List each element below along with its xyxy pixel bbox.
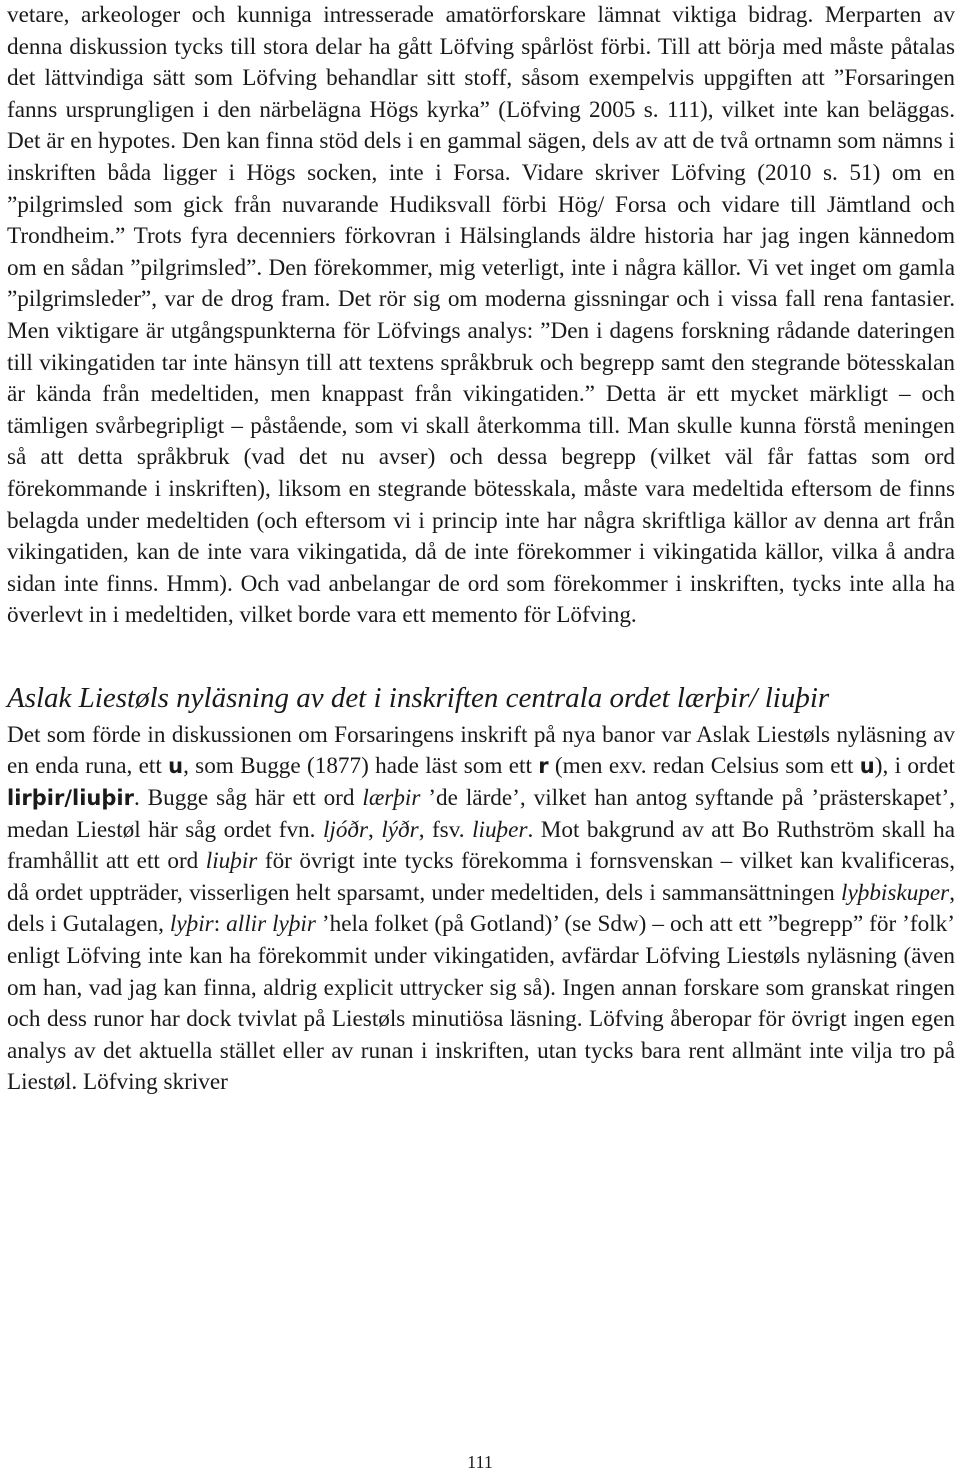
rune-transliteration: u	[168, 754, 184, 779]
italic-word: lýðr	[381, 816, 419, 843]
text-run: ’de lärde’, vilket han antog syftande på ’prästerskapet’, medan Liestøl här såg ordet fvn.	[7, 785, 955, 843]
rune-transliteration: lirþir/liuþir	[7, 786, 134, 811]
section-heading: Aslak Liestøls nyläsning av det i inskriften centrala ordet lærþir/ liuþir	[7, 681, 830, 714]
italic-word: allir lyþir	[226, 911, 316, 938]
text-run: , dels i Gutalagen,	[7, 879, 955, 938]
text-run: . Bugge såg här ett ord	[133, 785, 363, 812]
paragraph-2	[7, 720, 955, 1099]
rune-transliteration: r	[538, 754, 549, 779]
italic-word: lyþbiskuper	[841, 879, 950, 906]
text-run: . Mot bakgrund av att Bo Ruthström skall ha framhållit att ett ord	[7, 816, 956, 875]
paragraph-1: vetare, arkeologer och kunniga intresserade amatörforskare lämnat viktiga bidrag. Merparten av denna diskussion tycks till stora delar ha gått Löfving spårlöst förbi. Till att börja med måste påtalas det lättvindiga sätt som Löfving behandlar sitt stoff, såsom exempelvis uppgiften att ”Forsaringen fanns ursprungligen i den närbelägna Högs kyrka” (Löfving 2005 s. 111), vilket inte kan beläggas. Det är en hypotes. Den kan finna stöd dels i en gammal sägen, dels av att de två ortnamn som nämns i inskriften båda ligger i Högs socken, inte i Forsa. Vidare skriver Löfving (2010 s. 51) om en ”pilgrimsled som gick från nuvarande Hudiksvall förbi Hög/ Forsa och vidare till Jämtland och Trondheim.” Trots fyra decenniers förkovran i Hälsinglands äldre historia har jag ingen kännedom om en sådan ”pilgrimsled”. Den förekommer, mig veterligt, inte i några källor. Vi vet inget om gamla ”pilgrimsleder”, var de drog fram. Det rör sig om moderna gissningar och i vissa fall rena fantasier. Men viktigare är utgångspunkterna för Löfvings analys: ”Den i dagens forskning rådande dateringen till vikingatiden tar inte hänsyn till att textens språkbruk och begrepp samt den stegrande bötesskalan är kända från medeltiden, men knappast från vikingatiden.” Detta är ett mycket märkligt – och tämligen svårbegripligt – påstående, som vi skall återkomma till. Man skulle kunna förstå meningen så att detta språkbruk (vad det nu avser) och dessa begrepp (vilket väl får fattas som ord förekommande i inskriften), liksom en stegrande bötesskala, måste vara medeltida eftersom de finns belagda under medeltiden (och eftersom vi i princip inte har några skriftliga källor av denna art från vikingatiden, kan de inte vara vikingatida, då de inte förekommer i vikingatida källor, vilka å andra sidan inte finns. Hmm). Och vad anbelangar de ord som förekommer i inskriften, tycks inte alla ha överlevt in i medeltiden, vilket borde vara ett memento för Löfving.	[7, 2, 955, 629]
text-run: (men exv. redan Celsius som ett	[548, 753, 860, 780]
text-run: ), i ordet	[874, 753, 955, 780]
text-run: ’hela folket (på Gotland)’ (se Sdw) – och att ett ”begrepp” för ’folk’ enligt Löfving inte kan ha förekommit under vikingatiden, avfärdar Löfving Liestøls nyläsning (även om han, vad jag kan finna, aldrig explicit uttrycker sig så). Ingen annan forskare som granskat ringen och dess runor har dock tvivlat på Liestøls minutiösa läsning. Löfving åberopar för övrigt ingen egen analys av det aktuella stället eller av runan i inskriften, utan tycks bara rent allmänt inte vilja tro på Liestøl. Löfving skriver	[7, 911, 955, 1096]
text-run: :	[213, 911, 227, 938]
text-run: , som Bugge (1877) hade läst som ett	[183, 753, 539, 780]
italic-word: liuþir	[205, 848, 258, 875]
italic-word: liuþer	[472, 816, 528, 843]
italic-word: ljóðr	[322, 816, 369, 843]
italic-word: lærþir	[362, 785, 421, 812]
italic-word: lyþir	[169, 911, 214, 938]
text-run: för övrigt inte tycks förekomma i fornsvenskan – vilket kan kvalificeras, då ordet uppträder, visserligen helt sparsamt, under medeltiden, dels i sammansättningen	[7, 848, 956, 906]
rune-transliteration: u	[859, 754, 875, 779]
text-run: Det som förde in diskussionen om Forsaringens inskrift på nya banor var Aslak Liestøls nyläsning av en enda runa, ett	[7, 721, 955, 780]
page-number: 111	[467, 1452, 493, 1472]
text-run: ,	[368, 816, 382, 843]
page-body	[7, 0, 955, 1099]
text-run: , fsv.	[418, 816, 473, 843]
